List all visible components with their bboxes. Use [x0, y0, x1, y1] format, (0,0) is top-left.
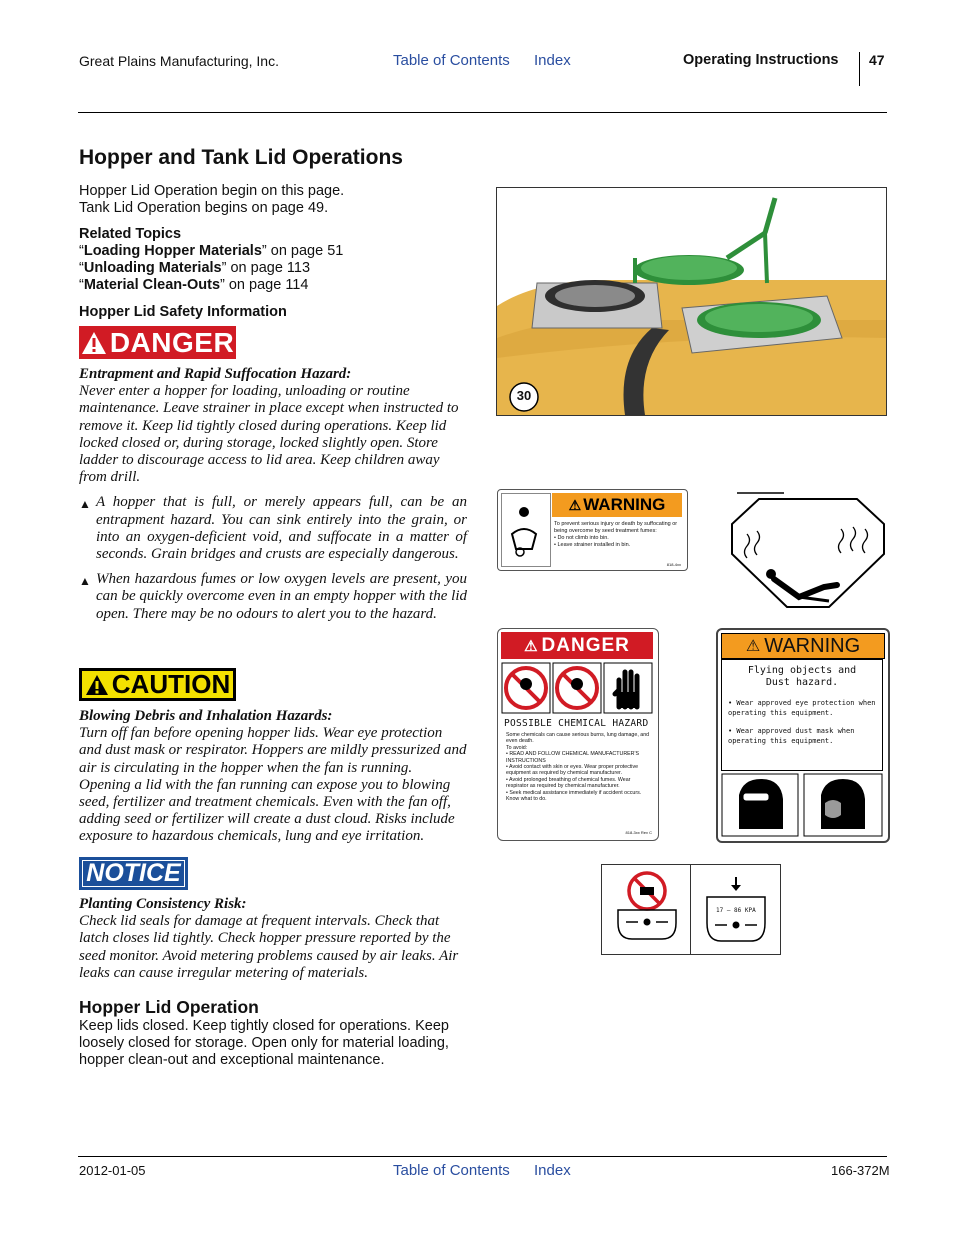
pressure-decal: [601, 864, 781, 955]
notice-text: Check lid seals for damage at frequent intervals. Check that latch closes lid tightly. Check hopper pressure reported by the seed monitor. Avoid metering problems caused by air leaks. Air leaks can cause irregular metering of materials.: [79, 913, 459, 981]
notice-title: Planting Consistency Risk:: [79, 896, 247, 912]
lid-operation-text: Keep lids closed. Keep tightly closed for operations. Keep loosely closed for storage. Open only for material loading, hopper clean-out and exceptional maintenance.: [79, 1018, 449, 1068]
intro-line-1: Hopper Lid Operation begin on this page.: [79, 183, 345, 199]
hopper-figure: [496, 187, 887, 416]
warning-decal-pictogram: [501, 493, 551, 567]
danger-decal-heading: POSSIBLE CHEMICAL HAZARD: [504, 718, 649, 729]
no-open-under-pressure-icon: [602, 865, 690, 954]
caution-title: Blowing Debris and Inhalation Hazards:: [79, 708, 333, 724]
danger-decal-code: 818-3xx Rev C: [625, 830, 652, 835]
danger-block: [79, 366, 467, 623]
warning-decal-small: [497, 489, 688, 571]
bullet-triangle-icon: ▲: [79, 574, 91, 589]
header-divider: [859, 52, 860, 86]
warning-decal-large-hazard: Flying objects and Dust hazard.: [747, 665, 857, 688]
notice-label: NOTICE: [86, 859, 181, 887]
warning-decal-header: ⚠ WARNING: [552, 493, 682, 517]
danger-decal-header: ⚠ DANGER: [501, 632, 653, 659]
footer-doc-number: 166-372M: [831, 1163, 890, 1178]
related-topics-heading: Related Topics: [79, 226, 182, 242]
lid-operation-heading: Hopper Lid Operation: [79, 997, 259, 1017]
safety-heading: Hopper Lid Safety Information: [79, 304, 287, 320]
caution-block: [79, 708, 467, 846]
header-rule: [78, 112, 887, 113]
footer-index-link[interactable]: Index: [534, 1162, 571, 1179]
caution-label: CAUTION: [111, 669, 231, 699]
header-toc-link[interactable]: Table of Contents: [393, 52, 510, 69]
page-title: Hopper and Tank Lid Operations: [79, 146, 403, 169]
footer-toc-link[interactable]: Table of Contents: [393, 1162, 510, 1179]
warning-decal-code: 818-4xx: [666, 562, 681, 567]
warning-decal-large-body: [721, 659, 883, 771]
alert-triangle-icon: [85, 674, 109, 696]
hopper-cross-section-icon: [729, 489, 887, 615]
intro: [79, 183, 479, 217]
warning-decal-large: [716, 628, 890, 843]
notice-signal: [79, 857, 188, 890]
danger-bullet-1: ▲ A hopper that is full, or merely appears full, can be an entrapment hazard. You can sink entirely into the grain, or into an oxygen-deficient void, and suffocate in a matter of seconds. Grain bridges and crusts are especially dangerous.: [79, 494, 467, 563]
danger-label: DANGER: [109, 326, 235, 358]
no-breathing-fumes-icon: [501, 662, 653, 714]
danger-signal: [79, 326, 236, 359]
notice-block: [79, 896, 467, 982]
footer-date: 2012-01-05: [79, 1163, 146, 1178]
related-link-loading[interactable]: “Loading Hopper Materials” on page 51: [79, 243, 344, 259]
warning-decal-large-code: 848-xxxC: [863, 828, 880, 833]
danger-decal-chemical: [497, 628, 659, 841]
page-number: 47: [869, 52, 885, 68]
warning-icon: ⚠: [568, 496, 582, 513]
related-link-cleanouts[interactable]: “Material Clean-Outs” on page 114: [79, 277, 309, 293]
danger-text: Never enter a hopper for loading, unloading or routine maintenance. Leave strainer in place except when instructed to remove it. Keep lid tightly closed during operations. Keep lid locked closed or, during storage, locked slightly open. Store ladder to discourage access to lid area. Keep children away from drill.: [79, 383, 459, 486]
pressure-decal-range: 17 – 86 KPA: [716, 907, 756, 914]
alert-triangle-icon: [81, 331, 107, 355]
header-company: Great Plains Manufacturing, Inc.: [79, 53, 279, 69]
danger-title: Entrapment and Rapid Suffocation Hazard:: [79, 366, 352, 382]
hopper-illustration: [497, 188, 886, 415]
danger-decal-pictograms: [501, 662, 653, 714]
warning-decal-text: To prevent serious injury or death by suffocating or being overcome by seed treatment fumes: • Do not climb into bin. • Leave strainer installed in bin.: [554, 521, 678, 548]
hopper-entrapment-diagram: [729, 489, 887, 615]
related-topics: [79, 226, 479, 294]
figure-number: 30: [516, 388, 532, 403]
related-link-unloading[interactable]: “Unloading Materials” on page 113: [79, 260, 311, 276]
eye-and-dust-protection-icon: [721, 773, 883, 837]
header-section: Operating Instructions: [683, 52, 839, 68]
bullet-triangle-icon: ▲: [79, 497, 91, 512]
warning-decal-large-header: ⚠ WARNING: [721, 633, 885, 659]
danger-decal-text: Some chemicals can cause serious burns, lung damage, and even death. To avoid: • READ AND FOLLOW CHEMICAL MANUFACTURER'S INSTRUCTIONS • Avoid contact with skin or eyes. Wear proper protective equipment as required by chemical manufacturer. • Avoid prolonged breathing of chemical fumes. Wear respirator as required by chemical manufacturer. • Seek medical assistance immediately if accident occurs. Know what to do.: [506, 732, 650, 803]
intro-line-2: Tank Lid Operation begins on page 49.: [79, 200, 329, 216]
footer-rule: [78, 1156, 887, 1157]
header-index-link[interactable]: Index: [534, 52, 571, 69]
caution-text: Turn off fan before opening hopper lids. Wear eye protection and dust mask or respirator. Hoppers are mildly pressurized and air is circulating in the hopper when the fan is running. Opening a lid with the fan running can expose you to blowing seed, fertilizer and treatment chemicals. Even with the fan off, adding seed or fertilizer will create a dust cloud. Risks include exposure to hazardous chemicals, lung and eye irritation.: [79, 725, 467, 845]
alert-triangle-icon: ⚠: [524, 637, 539, 655]
person-in-hopper-icon: [502, 494, 550, 566]
warning-decal-large-bullets: • Wear approved eye protection when operating this equipment. • Wear approved dust mask when operating this equipment.: [728, 699, 876, 745]
warning-icon: ⚠: [745, 638, 761, 655]
warning-decal-large-pictograms: [721, 773, 883, 837]
danger-bullet-2: ▲ When hazardous fumes or low oxygen levels are present, you can be quickly overcome even in an empty hopper with the lid open. There may be no odours to alert you to the hazard.: [79, 571, 467, 622]
caution-signal: [79, 668, 236, 701]
